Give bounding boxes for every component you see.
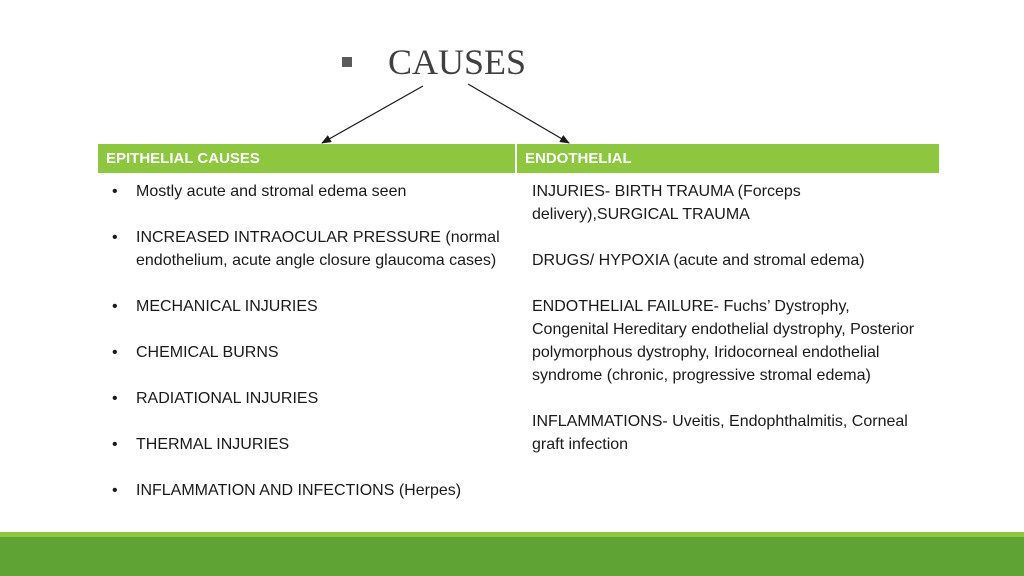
endothelial-paragraph: INFLAMMATIONS- Uveitis, Endophthalmitis, Corneal graft infection	[532, 413, 908, 453]
epithelial-column	[112, 180, 512, 525]
bullet-icon: •	[112, 229, 118, 246]
list-item: • MECHANICAL INJURIES	[112, 295, 512, 318]
bullet-icon: •	[112, 436, 118, 453]
table-header-row	[98, 144, 939, 173]
list-item: • RADIATIONAL INJURIES	[112, 387, 512, 410]
slide-title: CAUSES	[388, 42, 527, 82]
list-item: • INFLAMMATION AND INFECTIONS (Herpes)	[112, 479, 512, 502]
endothelial-paragraph: ENDOTHELIAL FAILURE- Fuchs’ Dystrophy, Congenital Hereditary endothelial dystrophy, Posterior polymorphous dystrophy, Iridocorneal endothelial syndrome (chronic, progressive stromal edema)	[532, 298, 915, 384]
list-item: • THERMAL INJURIES	[112, 433, 512, 456]
causes-table	[98, 144, 939, 173]
bullet-icon: •	[112, 183, 118, 200]
epithelial-list	[112, 180, 512, 502]
arrow-right	[468, 84, 569, 143]
arrow-left	[322, 86, 423, 143]
bullet-icon: •	[112, 298, 118, 315]
endothelial-column	[532, 180, 922, 479]
header-endothelial: ENDOTHELIAL	[517, 144, 939, 173]
footer-bar-dark	[0, 537, 1024, 576]
bullet-icon: •	[112, 344, 118, 361]
bullet-icon: •	[112, 390, 118, 407]
list-item: • CHEMICAL BURNS	[112, 341, 512, 364]
header-epithelial: EPITHELIAL CAUSES	[98, 144, 517, 173]
bullet-icon: •	[112, 482, 118, 499]
endothelial-paragraph: DRUGS/ HYPOXIA (acute and stromal edema)	[532, 252, 865, 269]
list-item: • Mostly acute and stromal edema seen	[112, 180, 512, 203]
list-item: • INCREASED INTRAOCULAR PRESSURE (normal endothelium, acute angle closure glaucoma cases)	[112, 226, 512, 272]
endothelial-paragraph: INJURIES- BIRTH TRAUMA (Forceps delivery),SURGICAL TRAUMA	[532, 183, 801, 223]
